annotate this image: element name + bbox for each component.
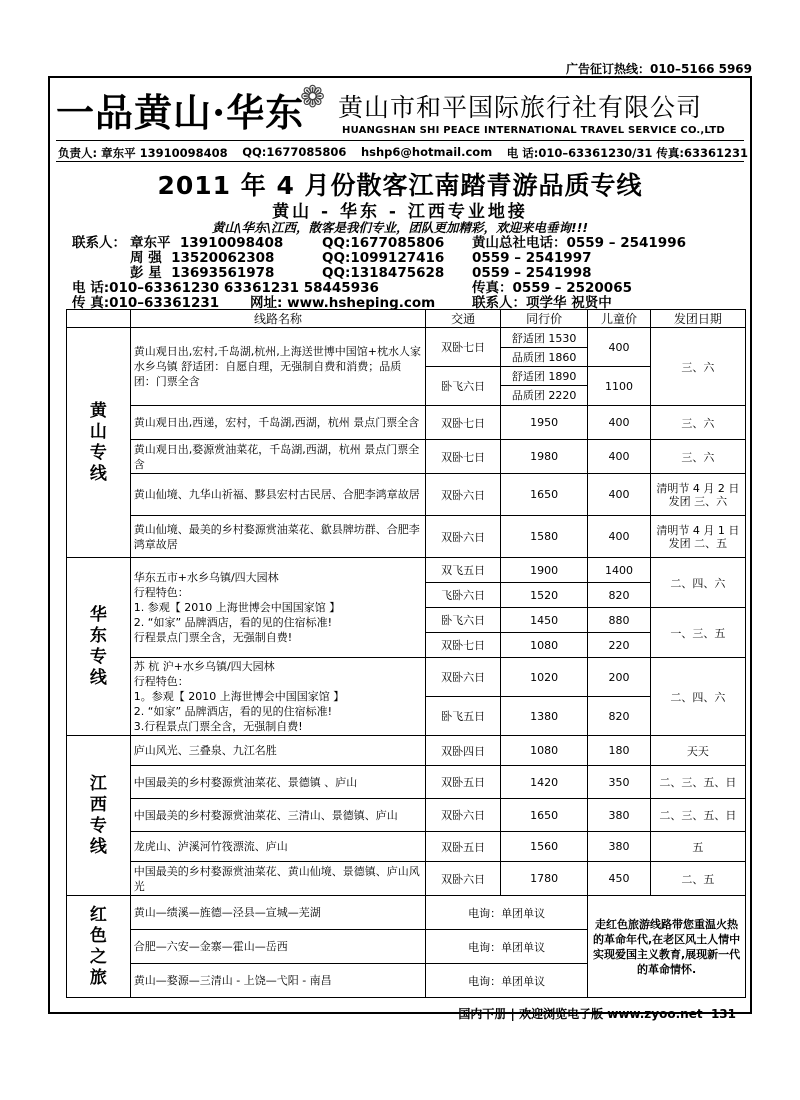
contact-tel: 黄山总社电话：0559 – 2541996: [472, 235, 686, 251]
company-name-cn: 黄山市和平国际旅行社有限公司: [338, 93, 703, 122]
contact-bar: [58, 145, 748, 161]
qq: QQ:1677085806: [242, 145, 347, 159]
table-row[interactable]: 合肥—六安—金寨—霍山—岳西 电询：单团单议: [67, 930, 746, 964]
route-name: 苏 杭 沪+水乡乌镇/四大园林 行程特色： 1。参观【 2010 上海世博会中国国家馆 】 2. “如家” 品牌酒店，看的见的住宿标准! 3.行程景点门票全含，无强制自费!: [130, 658, 425, 736]
divider: [56, 140, 744, 141]
ad-label: 广告征订热线：: [565, 62, 650, 76]
page-footer: 国内下册 | 欢迎浏览电子版 www.zyoo.net 131: [458, 1007, 736, 1021]
category-huadong: 华东专线: [67, 558, 131, 736]
table-row[interactable]: 黄山观日出,婺源赏油菜花，千岛湖,西湖，杭州 景点门票全含 双卧七日 1980 400 三、六: [67, 440, 746, 474]
logo-swirl-icon: ❁: [300, 80, 326, 115]
tel-line: 电 话:010–63361230 63361231 58445936: [72, 280, 379, 296]
company-name-en: HUANGSHAN SHI PEACE INTERNATIONAL TRAVEL SERVICE CO.,LTD: [342, 125, 725, 136]
phone-fax: 电 话:010–63361230/31 传真:63361231: [506, 146, 748, 160]
table-row[interactable]: 双卧七日 1080 220: [67, 633, 746, 658]
header-date: 发团日期: [650, 310, 745, 328]
category-huangshan: 黄山专线: [67, 328, 131, 558]
contacts-label: 联系人：: [72, 235, 126, 251]
contact-tel: 0559 – 2541998: [472, 265, 592, 281]
header-route: 线路名称: [130, 310, 425, 328]
website-link[interactable]: www.hsheping.com: [287, 295, 436, 311]
table-row[interactable]: 中国最美的乡村婺源赏油菜花、黄山仙境、景德镇、庐山风光 双卧六日 1780 450 二、五: [67, 862, 746, 896]
website: 网址: www.hsheping.com: [250, 295, 436, 311]
table-row[interactable]: 黄山仙境、九华山祈福、黟县宏村古民居、合肥李鸿章故居 双卧六日 1650 400 清明节 4 月 2 日发团 三、六: [67, 474, 746, 516]
page-number: 131: [710, 1007, 736, 1021]
route-name: 黄山观日出,宏村,千岛湖,杭州,上海送世博中国馆+枕水人家水乡乌镇 舒适团：自愿自理，无强制自费和消费；品质团：门票全含: [130, 328, 425, 406]
table-row[interactable]: 华东专线 华东五市+水乡乌镇/四大园林 行程特色： 1. 参观【 2010 上海世博会中国国家馆 】 2. “如家” 品牌酒店，看的见的住宿标准! 行程景点门票全含，无强制自费! 双飞五日 1900 1400 二、四、六: [67, 558, 746, 583]
fax-line: 传 真:010–63361231: [72, 295, 220, 311]
table-row[interactable]: 中国最美的乡村婺源赏油菜花、三清山、景德镇、庐山 双卧六日 1650 380 二、三、五、日: [67, 799, 746, 832]
red-tour-note: 走红色旅游线路带您重温火热的革命年代,在老区风土人情中实现爱国主义教育,展现新一代的革命情怀.: [588, 896, 746, 998]
category-red: 红色之旅: [67, 896, 131, 998]
table-row[interactable]: 飞卧六日 1520 820: [67, 583, 746, 608]
page-subtitle: 黄山 - 华东 - 江西专业地接: [272, 202, 528, 222]
category-jiangxi: 江西专线: [67, 736, 131, 896]
table-header: [67, 310, 746, 328]
contact-tel: 0559 – 2541997: [472, 250, 592, 266]
date-cell: 三、六: [650, 328, 745, 406]
header-child: 儿童价: [588, 310, 651, 328]
table-row[interactable]: 江西专线 庐山风光、三叠泉、九江名胜 双卧四日 1080 180 天天: [67, 736, 746, 766]
header-price: 同行价: [501, 310, 588, 328]
table-row[interactable]: 卧飞五日 1380 820: [67, 697, 746, 736]
contact-qq: QQ:1318475628: [322, 265, 445, 281]
email-link[interactable]: hshp6@hotmail.com: [360, 145, 493, 159]
header-traffic: 交通: [426, 310, 501, 328]
table-row[interactable]: 中国最美的乡村婺源赏油菜花、景德镇 、庐山 双卧五日 1420 350 二、三、五、日: [67, 766, 746, 799]
contact-qq: QQ:1099127416: [322, 250, 445, 266]
table-row[interactable]: 黄山观日出,西递，宏村，千岛湖,西湖，杭州 景点门票全含 双卧七日 1950 400 三、六: [67, 406, 746, 440]
contact-qq: QQ:1677085806: [322, 235, 445, 251]
slogan: 黄山\华东\江西，散客是我们专业，团队更加精彩，欢迎来电垂询!!!: [211, 220, 589, 235]
contact-people-2: 联系人：项学华 祝贤中: [472, 295, 612, 311]
table-row[interactable]: 黄山仙境、最美的乡村婺源赏油菜花、歙县牌坊群、合肥李鸿章故居 双卧六日 1580 400 清明节 4 月 1 日发团 二、五: [67, 516, 746, 558]
contact-row: 彭 星 13693561978: [130, 265, 275, 281]
contact-row: 周 强 13520062308: [130, 250, 275, 266]
footer-link[interactable]: 欢迎浏览电子版 www.zyoo.net: [519, 1007, 703, 1021]
contact-row: 章东平 13910098408: [130, 235, 284, 251]
fax-huangshan: 传真：0559 – 2520065: [472, 280, 632, 296]
brand-logo: 一品黄山·华东: [56, 90, 305, 135]
ad-phone: 010–5166 5969: [649, 62, 752, 76]
manager: 负责人: 章东平 13910098408: [58, 146, 228, 160]
ad-hotline: [566, 60, 752, 77]
table-row[interactable]: 龙虎山、泸溪河竹筏漂流、庐山 双卧五日 1560 380 五: [67, 832, 746, 862]
table-row[interactable]: 黄山—婺源—三清山 - 上饶—弋阳 - 南昌 电询：单团单议: [67, 964, 746, 998]
child-price-cell: 400 1100: [588, 328, 651, 406]
traffic-cell: 双卧七日 卧飞六日: [426, 328, 501, 406]
price-cell: 舒适团 1530 品质团 1860 舒适团 1890 品质团 2220: [501, 328, 588, 406]
page-title: 2011 年 4 月份散客江南踏青游品质专线: [157, 171, 643, 200]
header-cat: [67, 310, 131, 328]
divider: [56, 161, 744, 162]
route-table: [66, 309, 746, 998]
route-name: 华东五市+水乡乌镇/四大园林 行程特色： 1. 参观【 2010 上海世博会中国国家馆 】 2. “如家” 品牌酒店，看的见的住宿标准! 行程景点门票全含，无强制自费!: [130, 558, 425, 658]
table-row[interactable]: [67, 328, 746, 406]
table-row[interactable]: 红色之旅 黄山—绩溪—旌德—泾县—宣城—芜湖 电询：单团单议 走红色旅游线路带您重温火热的革命年代,在老区风土人情中实现爱国主义教育,展现新一代的革命情怀.: [67, 896, 746, 930]
table-row[interactable]: 苏 杭 沪+水乡乌镇/四大园林 行程特色： 1。参观【 2010 上海世博会中国国家馆 】 2. “如家” 品牌酒店，看的见的住宿标准! 3.行程景点门票全含，无强制自费! 双卧六日 1020 200 二、四、六: [67, 658, 746, 697]
table-row[interactable]: 卧飞六日 1450 880 一、三、五: [67, 608, 746, 633]
